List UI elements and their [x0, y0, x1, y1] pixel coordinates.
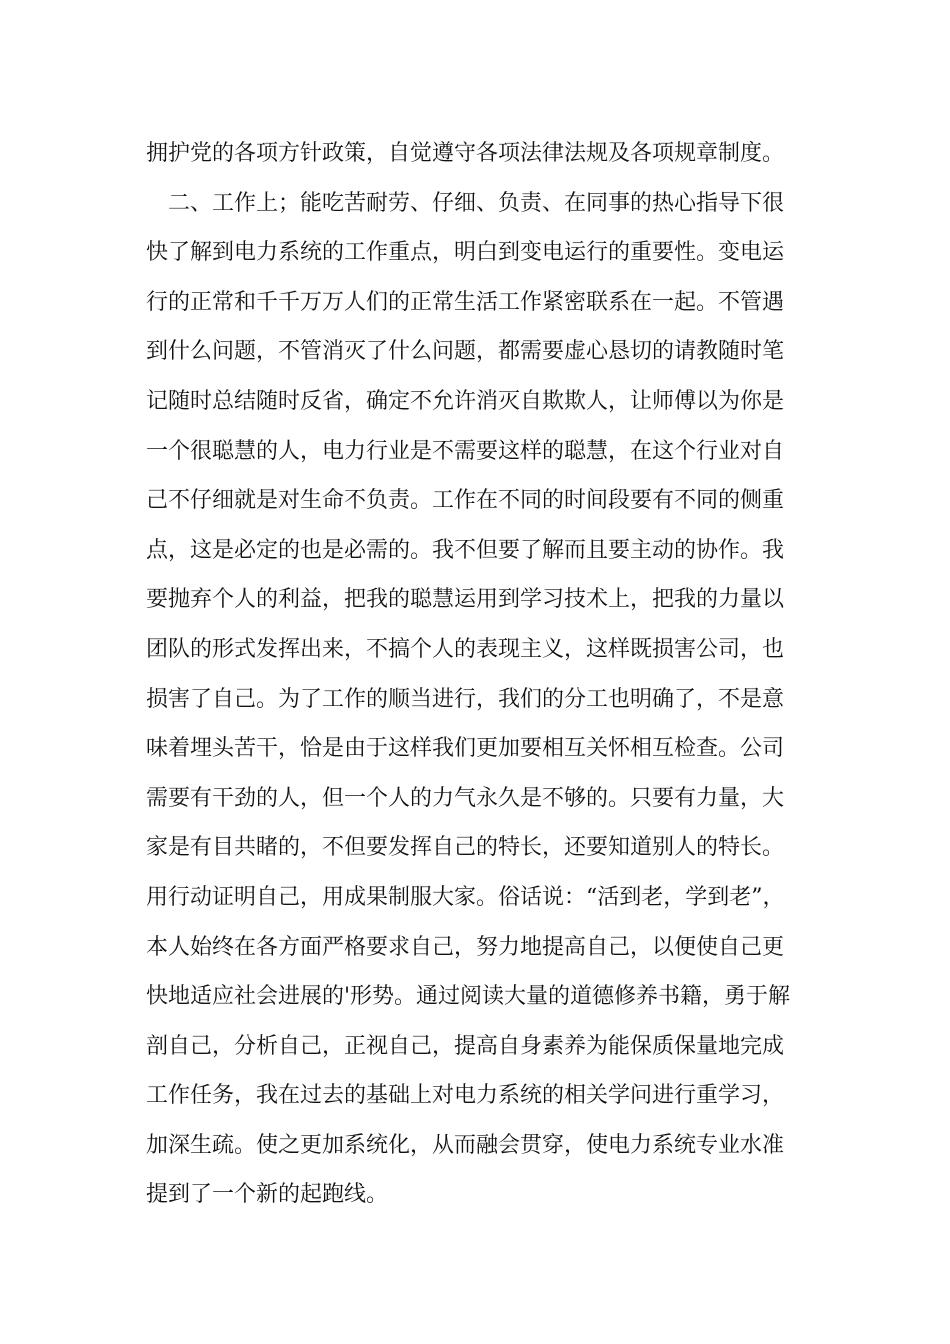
text-line: 快地适应社会进展的'形势。通过阅读大量的道德修养书籍，勇于解 — [146, 984, 791, 1010]
text-line: 本人始终在各方面严格要求自己，努力地提高自己，以便使自己更 — [146, 934, 785, 960]
text-line: 需要有干劲的人，但一个人的力气永久是不够的。只要有力量，大 — [146, 785, 785, 811]
text-line: 到什么问题，不管消灭了什么问题，都需要虚心恳切的请教随时笔 — [146, 339, 785, 365]
text-line: 提到了一个新的起跑线。 — [146, 1182, 389, 1208]
text-line: 家是有目共睹的，不但要发挥自己的特长，还要知道别人的特长。 — [146, 835, 785, 861]
text-line: 拥护党的各项方针政策，自觉遵守各项法律法规及各项规章制度。 — [146, 141, 785, 166]
text-line: 记随时总结随时反省，确定不允许消灭自欺欺人，让师傅以为你是 — [146, 388, 785, 414]
text-line: 行的正常和千千万万人们的正常生活工作紧密联系在一起。不管遇 — [146, 289, 785, 315]
text-line: 剖自己，分析自己，正视自己，提高自身素养为能保质保量地完成 — [146, 1033, 785, 1059]
text-line: 要抛弃个人的利益，把我的聪慧运用到学习技术上，把我的力量以 — [146, 587, 785, 613]
text-line: 工作任务，我在过去的基础上对电力系统的相关学问进行重学习， — [146, 1083, 785, 1109]
text-line: 一个很聪慧的人，电力行业是不需要这样的聪慧，在这个行业对自 — [146, 438, 785, 464]
text-line: 团队的形式发挥出来，不搞个人的表现主义，这样既损害公司，也 — [146, 636, 785, 662]
text-line: 点，这是必定的也是必需的。我不但要了解而且要主动的协作。我 — [146, 537, 785, 563]
text-line: 味着埋头苦干，恰是由于这样我们更加要相互关怀相互检查。公司 — [146, 736, 785, 762]
text-line: 己不仔细就是对生命不负责。工作在不同的时间段要有不同的侧重 — [146, 488, 785, 514]
text-line: 二、工作上；能吃苦耐劳、仔细、负责、在同事的热心指导下很 — [168, 190, 785, 216]
text-line: 快了解到电力系统的工作重点，明白到变电运行的重要性。变电运 — [146, 240, 785, 266]
text-line: 损害了自己。为了工作的顺当进行，我们的分工也明确了，不是意 — [146, 686, 785, 712]
text-line: 用行动证明自己，用成果制服大家。俗话说：“活到老，学到老”， — [146, 884, 785, 910]
text-line: 加深生疏。使之更加系统化，从而融会贯穿，使电力系统专业水准 — [146, 1132, 785, 1158]
body-text — [146, 129, 826, 1220]
